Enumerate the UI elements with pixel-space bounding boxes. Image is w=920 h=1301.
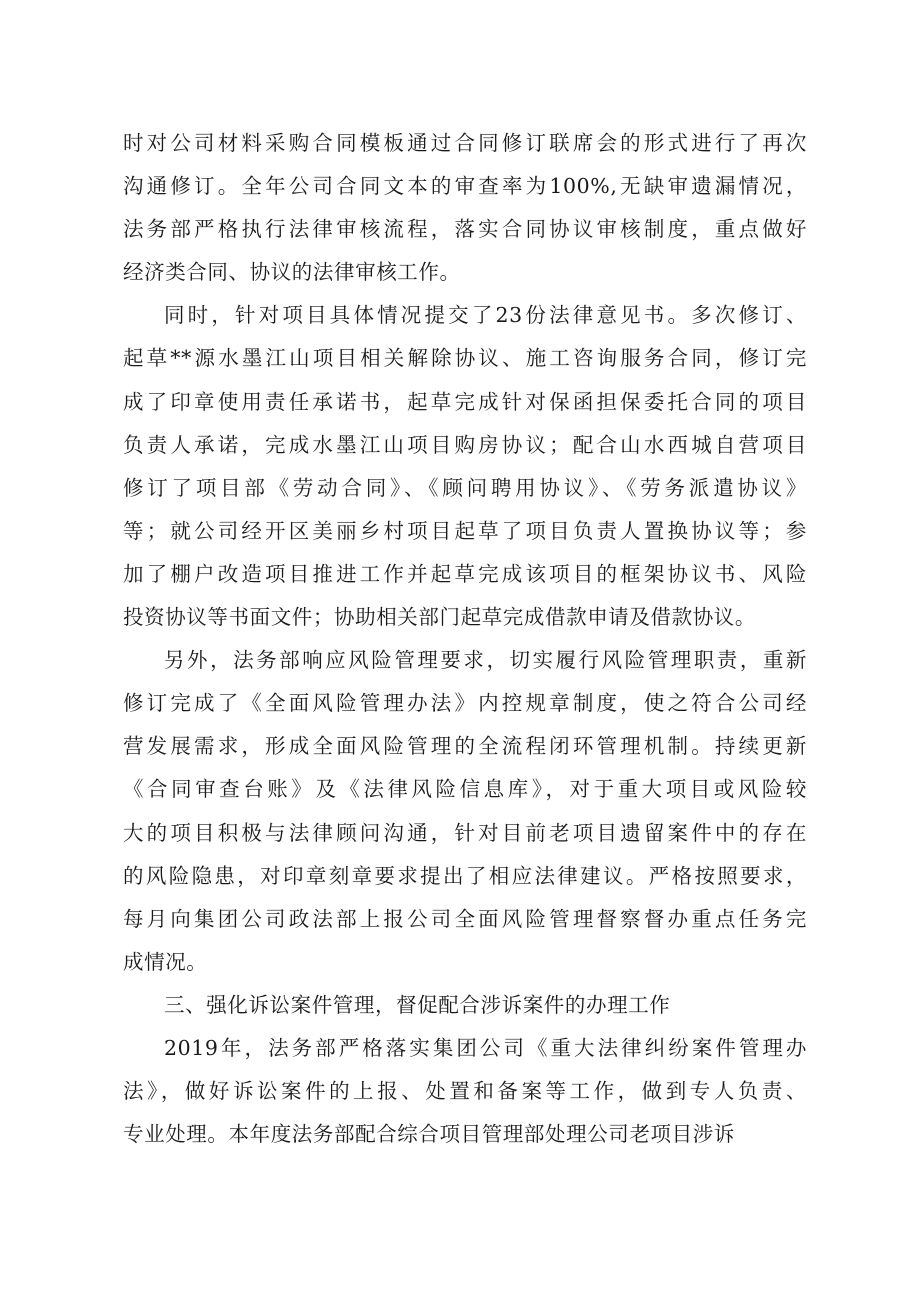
- paragraph-line: 修订了项目部《劳动合同》、《顾问聘用协议》、《劳务派遣协议》: [123, 475, 807, 500]
- paragraph-line: 沟通修订。全年公司合同文本的审查率为100%,无缺审遗漏情况，: [123, 174, 807, 199]
- paragraph-line: 修订完成了《全面风险管理办法》内控规章制度，使之符合公司经: [123, 691, 807, 716]
- paragraph-line: 起草**源水墨江山项目相关解除协议、施工咨询服务合同，修订完: [123, 346, 807, 371]
- paragraph-line: 成了印章使用责任承诺书，起草完成针对保函担保委托合同的项目: [123, 389, 807, 414]
- paragraph-line: 大的项目积极与法律顾问沟通，针对目前老项目遗留案件中的存在: [123, 820, 807, 845]
- body-paragraph: [123, 639, 807, 984]
- paragraph-line: 投资协议等书面文件；协助相关部门起草完成借款申请及借款协议。: [123, 605, 756, 630]
- document-body: [123, 122, 807, 1156]
- paragraph-line: 负责人承诺，完成水墨江山项目购房协议；配合山水西城自营项目: [123, 432, 807, 457]
- paragraph-line: 成情况。: [123, 949, 208, 974]
- paragraph-line: 等；就公司经开区美丽乡村项目起草了项目负责人置换协议等；参: [123, 518, 807, 543]
- paragraph-line: 《合同审查台账》及《法律风险信息库》，对于重大项目或风险较: [123, 777, 807, 802]
- paragraph-line: 2019年，法务部严格落实集团公司《重大法律纠纷案件管理办: [164, 1035, 807, 1060]
- paragraph-line: 法》，做好诉讼案件的上报、处置和备案等工作，做到专人负责、: [123, 1079, 807, 1104]
- paragraph-line: 另外，法务部响应风险管理要求，切实履行风险管理职责，重新: [164, 648, 807, 673]
- body-paragraph: [123, 294, 807, 639]
- paragraph-line: 经济类合同、协议的法律审核工作。: [123, 260, 461, 285]
- body-paragraph: [123, 122, 807, 294]
- paragraph-line: 三、强化诉讼案件管理，督促配合涉诉案件的办理工作: [164, 992, 671, 1017]
- paragraph-line: 专业处理。本年度法务部配合综合项目管理部处理公司老项目涉诉: [123, 1122, 735, 1147]
- paragraph-line: 时对公司材料采购合同模板通过合同修订联席会的形式进行了再次: [123, 131, 807, 155]
- body-paragraph: [123, 1027, 807, 1156]
- paragraph-line: 加了棚户改造项目推进工作并起草完成该项目的框架协议书、风险: [123, 561, 807, 586]
- paragraph-line: 的风险隐患，对印章刻章要求提出了相应法律建议。严格按照要求，: [123, 863, 807, 888]
- paragraph-line: 同时，针对项目具体情况提交了23份法律意见书。多次修订、: [164, 303, 807, 328]
- body-paragraph: [123, 984, 807, 1027]
- paragraph-line: 营发展需求，形成全面风险管理的全流程闭环管理机制。持续更新: [123, 734, 807, 759]
- paragraph-line: 法务部严格执行法律审核流程，落实合同协议审核制度，重点做好: [123, 217, 807, 242]
- paragraph-line: 每月向集团公司政法部上报公司全面风险管理督察督办重点任务完: [123, 906, 807, 931]
